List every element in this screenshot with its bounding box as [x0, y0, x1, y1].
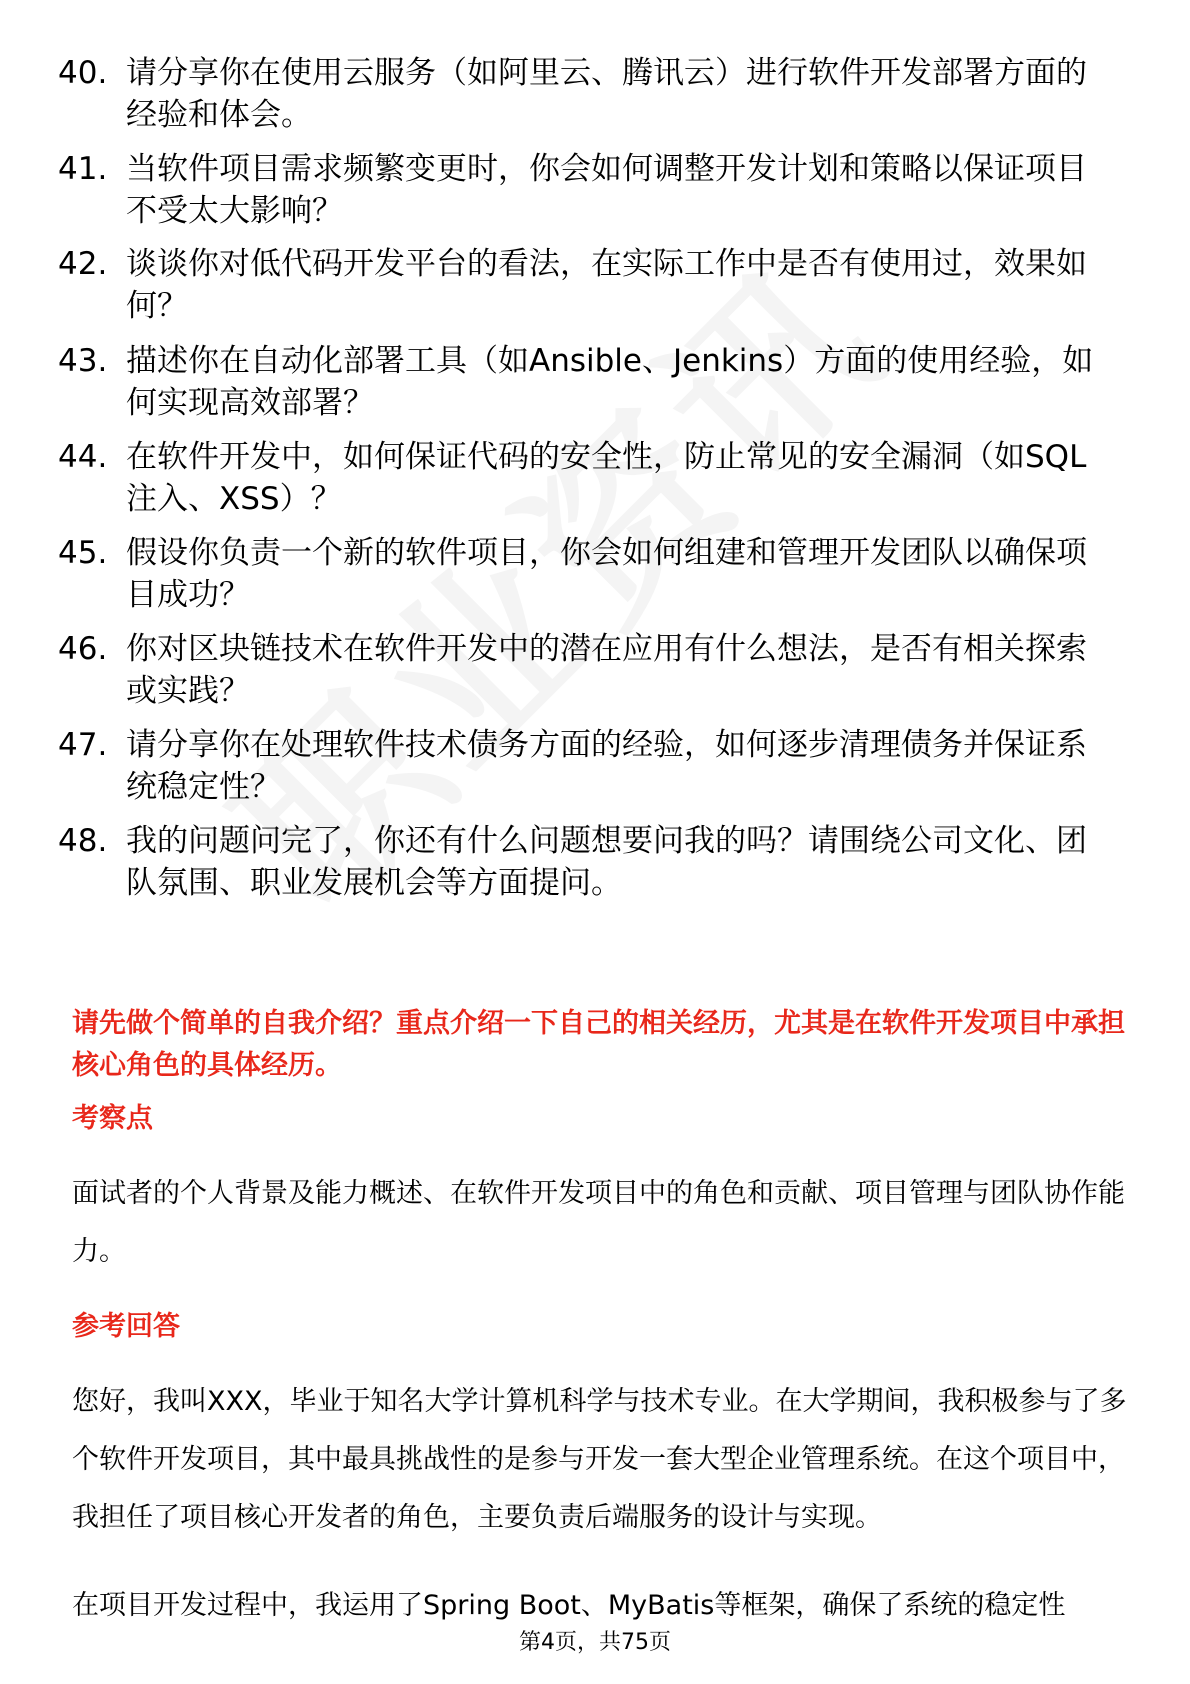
question-number: 41. — [58, 151, 108, 187]
question-text: 请分享你在使用云服务（如阿里云、腾讯云）进行软件开发部署方面的经验和体会。 — [126, 55, 1087, 133]
question-text: 你对区块链技术在软件开发中的潜在应用有什么想法，是否有相关探索或实践？ — [126, 631, 1087, 709]
featured-question: 请先做个简单的自我介绍？重点介绍一下自己的相关经历，尤其是在软件开发项目中承担核心角色的具体经历。 — [72, 1008, 1125, 1081]
question-number: 47. — [58, 727, 108, 763]
question-number: 42. — [58, 246, 108, 282]
question-text: 描述你在自动化部署工具（如Ansible、Jenkins）方面的使用经验，如何实现高效部署？ — [126, 343, 1094, 421]
question-text: 请分享你在处理软件技术债务方面的经验，如何逐步清理债务并保证系统稳定性？ — [126, 727, 1087, 805]
reference-paragraph: 在项目开发过程中，我运用了Spring Boot、MyBatis等框架，确保了系统的稳定性 — [72, 1590, 1066, 1621]
assessment-text: 面试者的个人背景及能力概述、在软件开发项目中的角色和贡献、项目管理与团队协作能力。 — [72, 1178, 1125, 1267]
reference-label: 参考回答 — [72, 1311, 180, 1342]
question-text: 当软件项目需求频繁变更时，你会如何调整开发计划和策略以保证项目不受太大影响？ — [126, 151, 1087, 229]
reference-paragraph: 您好，我叫XXX，毕业于知名大学计算机科学与技术专业。在大学期间，我积极参与了多个软件开发项目，其中最具挑战性的是参与开发一套大型企业管理系统。在这个项目中，我担任了项目核心开发者的角色，主要负责后端服务的设计与实现。 — [72, 1386, 1127, 1533]
question-number: 46. — [58, 631, 108, 667]
question-text: 我的问题问完了，你还有什么问题想要问我的吗？请围绕公司文化、团队氛围、职业发展机会等方面提问。 — [126, 823, 1087, 901]
question-number: 43. — [58, 343, 108, 379]
question-text: 假设你负责一个新的软件项目，你会如何组建和管理开发团队以确保项目成功？ — [126, 535, 1087, 613]
page-footer: 第4页，共75页 — [519, 1630, 671, 1655]
assessment-label: 考察点 — [72, 1103, 153, 1134]
question-number: 44. — [58, 439, 108, 475]
question-number: 48. — [58, 823, 108, 859]
question-number: 45. — [58, 535, 108, 571]
question-text: 在软件开发中，如何保证代码的安全性，防止常见的安全漏洞（如SQL注入、XSS）？ — [126, 439, 1087, 517]
question-number: 40. — [58, 55, 108, 91]
question-text: 谈谈你对低代码开发平台的看法，在实际工作中是否有使用过，效果如何？ — [126, 246, 1087, 324]
